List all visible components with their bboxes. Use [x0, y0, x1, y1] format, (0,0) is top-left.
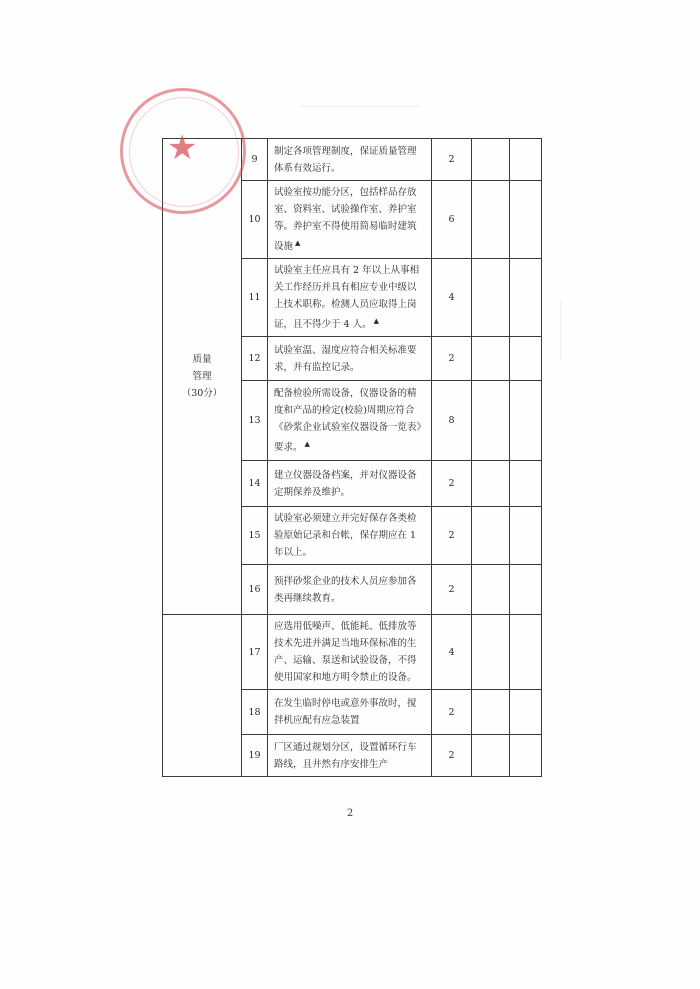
empty-cell — [472, 461, 510, 507]
item-number: 11 — [242, 259, 268, 337]
item-requirement: 试验室主任应具有 2 年以上从事相关工作经历并具有相应专业中级以上技术职称。检测人员应取得上岗证，且不得少于 4 人。 ▲ — [268, 259, 432, 337]
empty-cell — [472, 259, 510, 337]
category-cell-blank — [163, 615, 242, 777]
item-number: 9 — [242, 139, 268, 181]
item-number: 10 — [242, 181, 268, 259]
item-requirement: 在发生临时停电或意外事故时，搅拌机应配有应急装置 — [268, 690, 432, 735]
empty-cell — [510, 735, 542, 777]
empty-cell — [510, 507, 542, 565]
empty-cell — [472, 615, 510, 690]
empty-cell — [510, 381, 542, 461]
item-number: 19 — [242, 735, 268, 777]
scoring-table — [162, 138, 542, 777]
empty-cell — [472, 381, 510, 461]
company-seal — [120, 88, 246, 214]
empty-cell — [472, 565, 510, 615]
key-item-marker-icon: ▲ — [373, 317, 379, 326]
empty-cell — [510, 461, 542, 507]
star-icon: ★ — [167, 128, 198, 168]
empty-cell — [510, 337, 542, 381]
page-number: 2 — [346, 808, 354, 819]
item-requirement: 厂区通过规划分区，设置循环行车路线，且井然有序安排生产 — [268, 735, 432, 777]
category-label-line3: （30分） — [181, 388, 223, 400]
empty-cell — [472, 735, 510, 777]
category-label-line1: 质量 — [192, 354, 212, 366]
empty-cell — [510, 565, 542, 615]
item-score: 8 — [432, 381, 472, 461]
item-requirement: 试验室按功能分区，包括样品存放室、资料室、试验操作室、养护室等。养护室不得使用简易临时建筑设施 ▲ — [268, 181, 432, 259]
item-score: 2 — [432, 735, 472, 777]
empty-cell — [510, 181, 542, 259]
item-requirement: 试验室温、湿度应符合相关标准要求，并有监控记录。 — [268, 337, 432, 381]
key-item-marker-icon: ▲ — [295, 239, 301, 247]
item-score: 6 — [432, 181, 472, 259]
item-number: 12 — [242, 337, 268, 381]
item-number: 14 — [242, 461, 268, 507]
empty-cell — [510, 615, 542, 690]
show-through-marks — [300, 96, 420, 107]
item-requirement: 试验室必须建立并完好保存各类检验原始记录和台帐，保存期应在 1 年以上。 — [268, 507, 432, 565]
item-number: 17 — [242, 615, 268, 690]
item-score: 2 — [432, 337, 472, 381]
show-through-marks — [560, 300, 601, 360]
key-item-marker-icon: ▲ — [304, 440, 310, 449]
empty-cell — [472, 507, 510, 565]
table-row — [163, 615, 542, 690]
empty-cell — [510, 259, 542, 337]
item-requirement: 制定各项管理制度，保证质量管理体系有效运行。 — [268, 139, 432, 181]
item-score: 2 — [432, 507, 472, 565]
item-requirement: 应选用低噪声、低能耗、低排放等技术先进并满足当地环保标准的生产、运输、泵送和试验设备，不得使用国家和地方明令禁止的设备。 — [268, 615, 432, 690]
item-requirement: 配备检验所需设备，仪器设备的精度和产品的检定(校验)周期应符合《砂浆企业试验室仪器设备一览表》要求。 ▲ — [268, 381, 432, 461]
item-number: 18 — [242, 690, 268, 735]
item-requirement: 建立仪器设备档案，并对仪器设备定期保养及维护。 — [268, 461, 432, 507]
item-score: 2 — [432, 461, 472, 507]
item-score: 2 — [432, 690, 472, 735]
item-number: 15 — [242, 507, 268, 565]
empty-cell — [472, 181, 510, 259]
item-number: 13 — [242, 381, 268, 461]
empty-cell — [472, 690, 510, 735]
category-label-line2: 管理 — [192, 371, 212, 383]
empty-cell — [472, 337, 510, 381]
empty-cell — [472, 139, 510, 181]
item-score: 4 — [432, 259, 472, 337]
item-requirement: 预拌砂浆企业的技术人员应参加各类再继续教育。 — [268, 565, 432, 615]
item-score: 2 — [432, 139, 472, 181]
empty-cell — [510, 690, 542, 735]
item-number: 16 — [242, 565, 268, 615]
item-score: 2 — [432, 565, 472, 615]
empty-cell — [510, 139, 542, 181]
item-score: 4 — [432, 615, 472, 690]
